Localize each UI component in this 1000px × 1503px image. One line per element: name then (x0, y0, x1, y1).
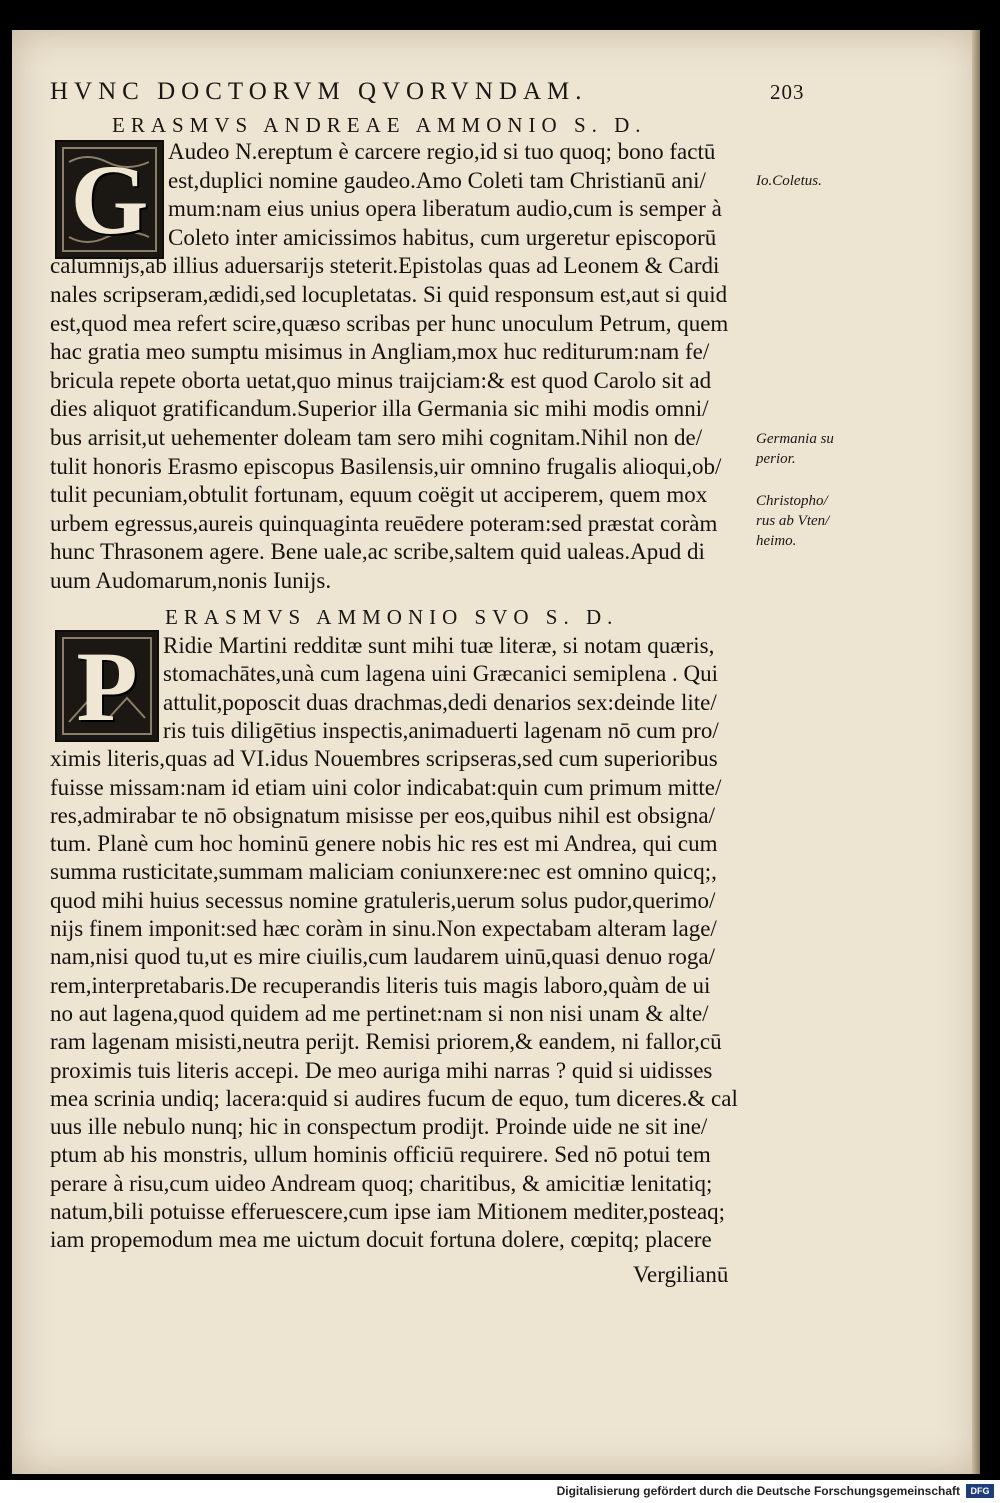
text-line: bricula repete oborta uetat,quo minus traijciam:& est quod Carolo sit ad (50, 367, 712, 393)
text-line: hac gratia meo sumptu misimus in Angliam,mox huc rediturum:nam fe/ (50, 339, 710, 365)
text-line: mum:nam eius unius opera liberatum audio,cum is semper à (168, 196, 722, 222)
decorated-initial-g (55, 140, 164, 259)
text-line: rem,interpretabaris.De recuperandis literis tuis magis laboro,quàm de ui (50, 972, 711, 998)
text-line: nam,nisi quod tu,ut es mire ciuilis,cum laudarem uinū,quasi denuo roga/ (50, 944, 715, 970)
text-line: proximis tuis literis accepi. De meo auriga mihi narras ? quid si uidisses (50, 1057, 713, 1083)
text-line: uum Audomarum,nonis Iunijs. (50, 568, 332, 593)
text-line: fuisse missam:nam id etiam uini color indicabat:quin cum primum mitte/ (50, 774, 722, 800)
initial-letter-p: P (76, 630, 138, 742)
text-line: hunc Thrasonem agere. Bene uale,ac scribe,saltem quid ualeas.Apud di (50, 539, 705, 565)
margin-note-superior: perior. (756, 451, 796, 467)
text-line: nijs finem imponit:sed hæc coràm in sinu.Non expectabam alteram lage/ (50, 916, 717, 941)
text-line: est,quod mea refert scire,quæso scribas per hunc unoculum Petrum, quem (50, 310, 729, 336)
text-line: no aut lagena,quod quidem ad me pertinet:nam si non nisi unam & alte/ (50, 1000, 709, 1026)
text-line: ptum ab his monstris, ullum hominis officiū requirere. Sed nō potui tem (50, 1142, 711, 1168)
text-line: est,duplici nomine gaudeo.Amo Coleti tam Christianū ani/ (168, 167, 706, 193)
text-line: tum. Planè cum hoc hominū genere nobis hic res est mi Andrea, qui cum (50, 831, 718, 857)
text-line: ram lagenam misisti,neutra perijt. Remisi priorem,& eandem, ni fallor,cū (50, 1029, 722, 1055)
text-line: ximis literis,quas ad VI.idus Nouembres scripseras,sed cum superioribus (50, 746, 718, 772)
footer-credit: Digitalisierung gefördert durch die Deutsche Forschungsgemeinschaft (556, 1484, 960, 1498)
text-line: quod mihi huius secessus nomine gratuleris,uerum solus pudor,querimo/ (50, 887, 716, 913)
footer-bar (0, 1480, 1000, 1503)
page-number: 203 (770, 80, 805, 104)
initial-letter-g: G (70, 144, 149, 255)
dfg-logo: DFG (966, 1484, 994, 1498)
text-line: urbem egressus,aureis quinquaginta reuēdere poteram:sed præstat coràm (50, 510, 718, 536)
text-line: uus ille nebulo nunq; hic in conspectum prodijt. Proinde uide ne sit ine/ (50, 1114, 708, 1140)
text-line: stomachātes,unà cum lagena uini Græcanici semiplena . Qui (163, 661, 719, 687)
running-head-title: HVNC DOCTORVM QVORVNDAM. (50, 78, 588, 105)
text-line: Audeo N.ereptum è carcere regio,id si tuo quoq; bono factū (168, 139, 716, 164)
text-line: Ridie Martini redditæ sunt mihi tuæ literæ, si notam quæris, (163, 633, 715, 658)
margin-note-heimo: heimo. (756, 533, 797, 549)
text-line: iam propemodum mea me uictum docuit fortuna dolere, cœpitq; placere (50, 1227, 712, 1253)
text-line: Coleto inter amicissimos habitus, cum urgeretur episcoporū (168, 224, 717, 250)
text-line: nales scripseram,ædidi,sed locupletatas. Si quid responsum est,aut si quid (50, 282, 728, 307)
text-line: tulit pecuniam,obtulit fortunam, equum coëgit ut acciperem, quem mox (50, 482, 708, 508)
text-line: res,admirabar te nō obsignatum misisse per eos,quibus nihil est obsigna/ (50, 802, 715, 828)
text-line: summa rusticitate,summam maliciam coniunxere:nec est omnino quicq;, (50, 859, 717, 885)
text-line: calumnijs,ab illius aduersarijs steterit.Epistolas quas ad Leonem & Cardi (50, 253, 720, 279)
text-line: ris tuis diligētius inspectis,animaduerti lagenam nō cum pro/ (163, 717, 719, 743)
margin-note-coletus: Io.Coletus. (756, 173, 822, 189)
letter2-heading: ERASMVS AMMONIO SVO S. D. (165, 605, 619, 629)
text-line: dies aliquot gratificandum.Superior illa Germania sic mihi modis omni/ (50, 396, 709, 422)
text-line: mea scrinia undiq; lacera:quid si audires fucum de equo, tum diceres.& cal (50, 1085, 738, 1111)
text-line: tulit honoris Erasmo episcopus Basilensis,uir omnino frugalis alioqui,ob/ (50, 453, 722, 479)
text-line: bus arrisit,ut uehementer doleam tam sero mihi cognitam.Nihil non de/ (50, 425, 703, 450)
letter1-heading: ERASMVS ANDREAE AMMONIO S. D. (112, 113, 647, 137)
text-line: natum,bili potuisse efferuescere,cum ipse iam Mitionem mediter,posteaq; (50, 1199, 726, 1224)
margin-note-christophorus: Christopho/ (756, 493, 828, 509)
catchword: Vergilianū (633, 1262, 729, 1287)
text-line: attulit,poposcit duas drachmas,dedi denarios sex:deinde lite/ (163, 689, 717, 715)
margin-note-vtenheimo: rus ab Vten/ (756, 513, 830, 529)
margin-note-germania: Germania su (756, 431, 834, 447)
running-head (50, 78, 820, 108)
text-line: perare à risu,cum uideo Andream quoq; charitibus, & amicitiæ lenitatiq; (50, 1170, 713, 1196)
decorated-initial-p (55, 630, 159, 742)
page-edge (972, 30, 980, 1474)
